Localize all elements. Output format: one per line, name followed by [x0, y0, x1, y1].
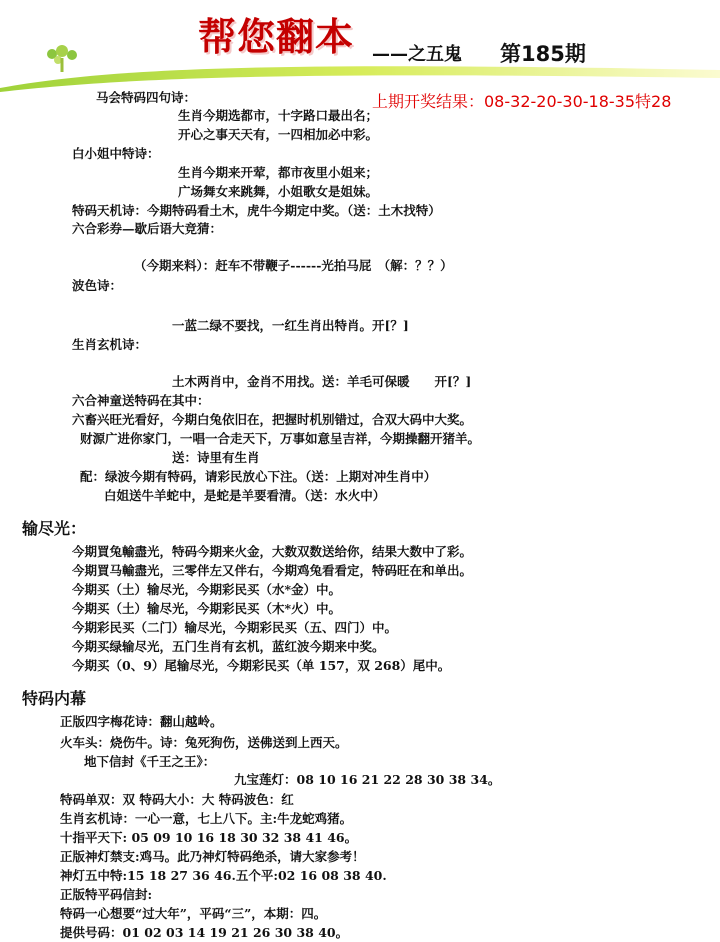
poem-line: 特码天机诗：今期特码看土木，虎牛今期定中奖。（送：土木找特） — [72, 203, 441, 218]
page-title: 帮您翻本 — [198, 14, 355, 59]
inside-line: 正版特平码信封: — [60, 887, 153, 902]
poem-line: 配：绿波今期有特码，请彩民放心下注。（送：上期对冲生肖中） — [80, 469, 437, 484]
poem-line: 生肖玄机诗： — [72, 337, 148, 352]
lose-line: 今期彩民买（二门）输尽光，今期彩民买（五、四门）中。 — [72, 620, 398, 635]
inside-line: 地下信封《千王之王》： — [84, 754, 216, 769]
lose-line: 今期买（土）输尽光，今期彩民买（水*金）中。 — [72, 582, 342, 597]
inside-line: 生肖玄机诗：一心一意，七上八下。主:牛龙蛇鸡猪。 — [60, 811, 353, 826]
poem-line: 土木两肖中，金肖不用找。送：羊毛可保暖 开[？] — [172, 374, 472, 389]
last-draw-result: 上期开奖结果：08-32-20-30-18-35特28 — [372, 92, 672, 111]
page-subtitle: ——之五鬼 — [372, 44, 462, 65]
poem-line: 财源广进你家门，一唱一合走天下，万事如意呈吉祥，今期操翻开猪羊。 — [80, 431, 481, 446]
inside-line: 火车头：烧伤牛。诗：兔死狗伤，送佛送到上西天。 — [60, 735, 348, 750]
tree-logo-icon — [44, 44, 80, 74]
poem-line: （今期来料）：赶车不带鞭子------光拍马屁 （解：？？） — [134, 258, 453, 273]
issue-number: 第185期 — [500, 42, 586, 66]
poem-line: 送：诗里有生肖 — [172, 450, 260, 465]
inside-line: 提供号码：01 02 03 14 19 21 26 30 38 40。 — [60, 925, 349, 940]
poem-line: 六畜兴旺光看好，今期白兔依旧在，把握时机别错过，合双大码中大奖。 — [72, 412, 473, 427]
poem-line: 波色诗： — [72, 278, 123, 293]
lose-line: 今期买绿输尽光，五门生肖有玄机，蓝红波今期来中奖。 — [72, 639, 385, 654]
inside-line: 十指平天下: 05 09 10 16 18 30 32 38 41 46。 — [60, 830, 358, 845]
lose-line: 今期买（0、9）尾输尽光，今期彩民买（单 157，双 268）尾中。 — [72, 658, 451, 673]
poem-line: 开心之事天天有，一四相加必中彩。 — [178, 127, 379, 142]
poem-line: 白小姐中特诗： — [72, 146, 160, 161]
poem-line: 六合彩券—歇后语大竞猜： — [72, 221, 223, 236]
lose-line: 今期買马輸盡光，三零伴左又伴右，今期鸡兔看看定，特码旺在和单出。 — [72, 563, 473, 578]
poem-line: 六合神童送特码在其中： — [72, 393, 210, 408]
inside-line: 九宝莲灯：08 10 16 21 22 28 30 38 34。 — [234, 772, 501, 787]
poem-line: 生肖今期选都市，十字路口最出名； — [178, 108, 379, 123]
inside-line: 正版四字梅花诗：翻山越岭。 — [60, 714, 223, 729]
poem-line: 一蓝二绿不要找，一红生肖出特肖。开[？] — [172, 318, 409, 333]
section-title-lose: 输尽光： — [22, 519, 87, 538]
poem-line: 广场舞女来跳舞，小姐歌女是姐妹。 — [178, 184, 379, 199]
inside-line: 特码单双：双 特码大小：大 特码波色：红 — [60, 792, 294, 807]
inside-line: 特码一心想要“过大年”，平码“三”，本期：四。 — [60, 906, 327, 921]
poem-line: 生肖今期来开荤，都市夜里小姐来； — [178, 165, 379, 180]
poem-line: 马会特码四句诗： — [96, 90, 197, 105]
lose-line: 今期买（土）输尽光，今期彩民买（木*火）中。 — [72, 601, 342, 616]
section-title-inside: 特码内幕 — [22, 689, 87, 708]
lose-line: 今期買兔輸盡光，特码今期来火金，大数双数送给你，结果大数中了彩。 — [72, 544, 473, 559]
inside-line: 正版神灯禁支:鸡马。此乃神灯特码绝杀，请大家参考！ — [60, 849, 365, 864]
header-banner — [0, 0, 720, 90]
banner-swoosh — [0, 0, 720, 92]
poem-line: 白姐送牛羊蛇中，是蛇是羊要看清。（送：水火中） — [104, 488, 386, 503]
inside-line: 神灯五中特:15 18 27 36 46.五个平:02 16 08 38 40. — [60, 868, 387, 883]
